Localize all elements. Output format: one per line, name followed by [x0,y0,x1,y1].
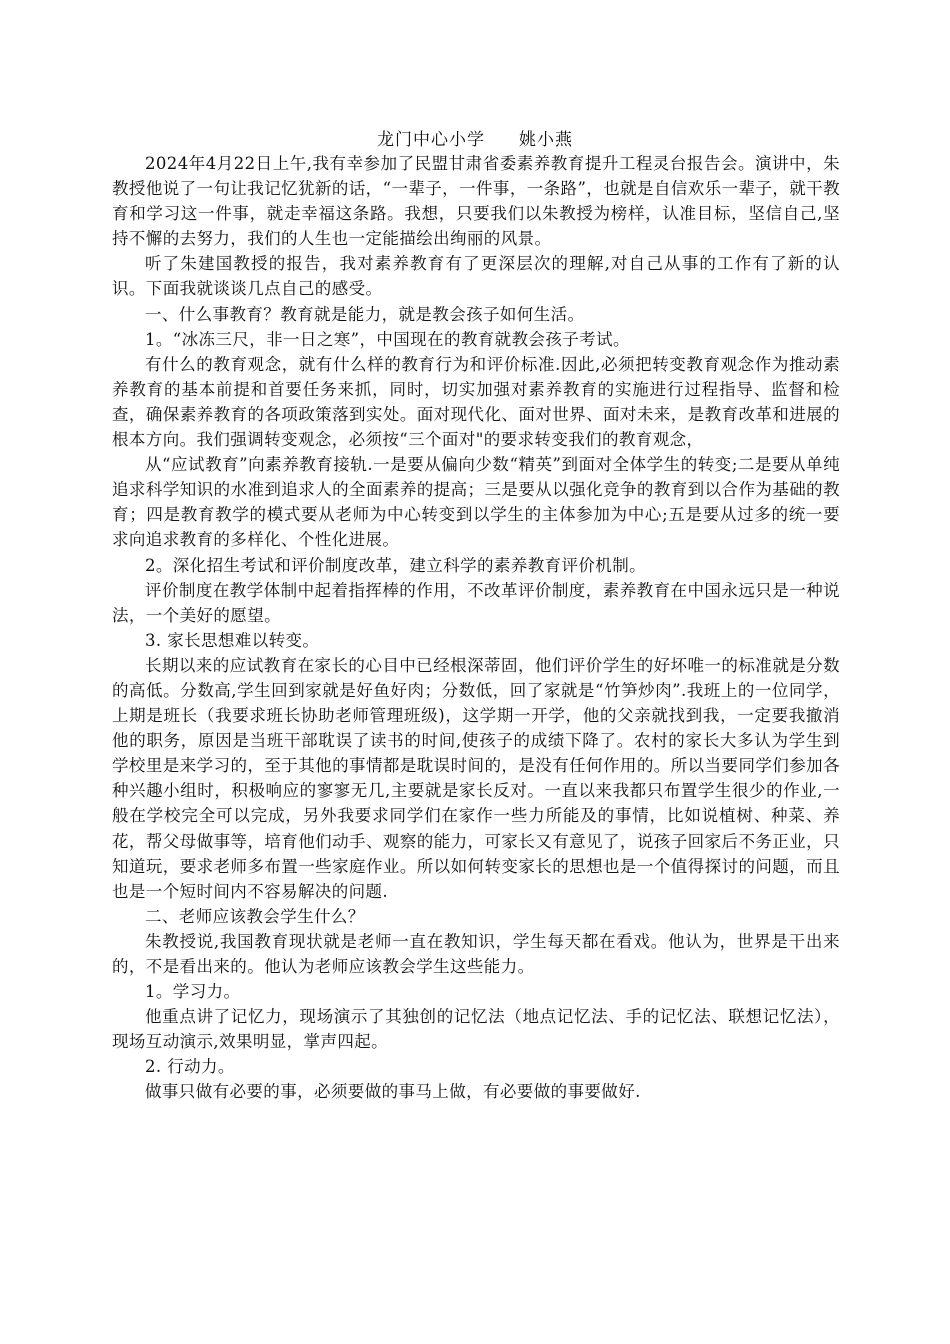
subheading-1-3: 3. 家长思想难以转变。 [145,630,320,650]
paragraph: 评价制度在教学体制中起着指挥棒的作用，不改革评价制度，素养教育在中国永远只是一种说法，一个美好的愿望。 [112,580,840,625]
subheading-2-1: 1。学习力。 [145,982,241,1002]
paragraph: 有什么的教育观念，就有什么样的教育行为和评价标准.因此,必须把转变教育观念作为推动素养教育的基本前提和首要任务来抓，同时，切实加强对素养教育的实施进行过程指导、监督和检查，确保素养教育的各项政策落到实处。面对现代化、面对世界、面对未来，是教育改革和进展的根本方向。我们强调转变观念，必须按“三个面对"的要求转变我们的教育观念， [112,354,840,450]
document-body [112,151,840,1105]
section-heading-2: 二、老师应该教会学生什么？ [145,906,365,926]
subheading-1-2: 2。深化招生考试和评价制度改革，建立科学的素养教育评价机制。 [145,555,646,575]
paragraph: 从“应试教育”向素养教育接轨.一是要从偏向少数“精英”到面对全体学生的转变;二是要从单纯追求科学知识的水准到追求人的全面素养的提高；三是要从以强化竞争的教育到以合作为基础的教育；四是教育教学的模式要从老师为中心转变到以学生的主体参加为中心;五是要从过多的统一要求向追求教育的多样化、个性化进展。 [112,455,840,550]
paragraph: 长期以来的应试教育在家长的心目中已经根深蒂固，他们评价学生的好坏唯一的标准就是分数的高低。分数高,学生回到家就是好鱼好肉；分数低，回了家就是“竹笋炒肉”.我班上的一位同学，上期是班长（我要求班长协助老师管理班级)，这学期一开学，他的父亲就找到我，一定要我撤消他的职务，原因是当班干部耽误了读书的时间,使孩子的成绩下降了。农村的家长大多认为学生到学校里是来学习的，至于其他的事情都是耽误时间的，是没有任何作用的。所以当要同学们参加各种兴趣小组时，积极响应的寥寥无几,主要就是家长反对。一直以来我都只布置学生很少的作业,一般在学校完全可以完成，另外我要求同学们在家作一些力所能及的事情，比如说植树、种菜、养花，帮父母做事等，培育他们动手、观察的能力，可家长又有意见了，说孩子回家后不务正业，只知道玩，要求老师多布置一些家庭作业。所以如何转变家长的思想也是一个值得探讨的问题，而且也是一个短时间内不容易解决的问题. [112,655,840,901]
paragraph: 做事只做有必要的事，必须要做的事马上做，有必要做的事要做好. [145,1082,641,1102]
subheading-1-1: 1。“冰冻三尺，非一日之寒”，中国现在的教育就教会孩子考试。 [145,329,630,349]
document-header [0,127,950,153]
section-heading-1: 一、什么事教育？教育就是能力，就是教会孩子如何生活。 [145,304,585,324]
school-name: 龙门中心小学 [377,130,485,150]
paragraph: 他重点讲了记忆力，现场演示了其独创的记忆法（地点记忆法、手的记忆法、联想记忆法），现场互动演示,效果明显，掌声四起。 [112,1007,840,1052]
author-name: 姚小燕 [519,130,573,150]
subheading-2-2: 2. 行动力。 [145,1057,235,1077]
paragraph-reflection: 听了朱建国教授的报告，我对素养教育有了更深层次的理解,对自己从事的工作有了新的认识。下面我就谈谈几点自己的感受。 [112,254,840,299]
paragraph: 朱教授说,我国教育现状就是老师一直在教知识，学生每天都在看戏。他认为，世界是干出来的，不是看出来的。他认为老师应该教会学生这些能力。 [112,931,840,976]
paragraph-intro: 2024年4月22日上午,我有幸参加了民盟甘肃省委素养教育提升工程灵台报告会。演讲中，朱教授他说了一句让我记忆犹新的话，“一辈子，一件事，一条路”，也就是自信欢乐一辈子，就干教育和学习这一件事，就走幸福这条路。我想，只要我们以朱教授为榜样，认准目标，坚信自己,坚持不懈的去努力，我们的人生也一定能描绘出绚丽的风景。 [112,154,840,249]
